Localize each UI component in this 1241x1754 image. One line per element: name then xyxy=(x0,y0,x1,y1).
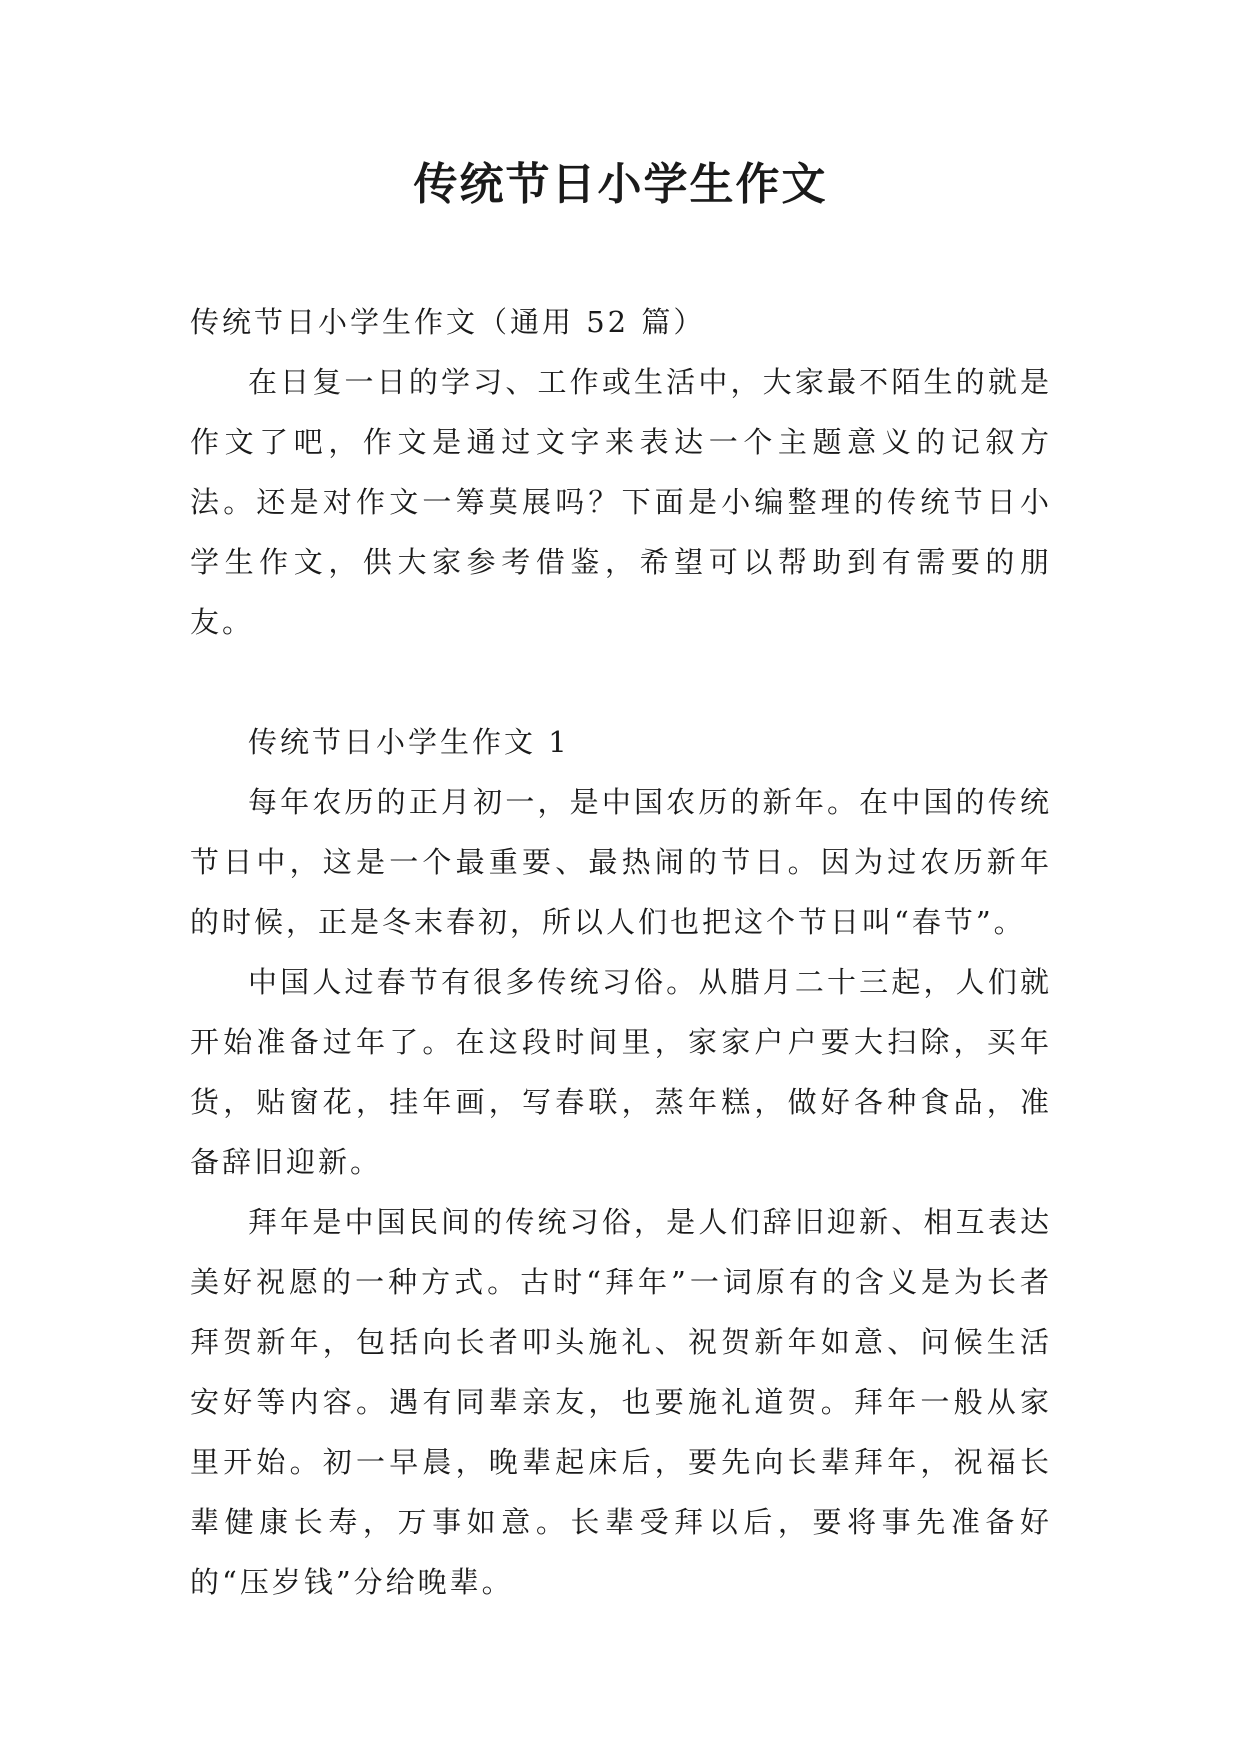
body-paragraph: 中国人过春节有很多传统习俗。从腊月二十三起，人们就开始准备过年了。在这段时间里，家家户户要大扫除，买年货，贴窗花，挂年画，写春联，蒸年糕，做好各种食品，准备辞旧迎新。 xyxy=(190,965,1052,1179)
document-subtitle: 传统节日小学生作文（通用 52 篇） xyxy=(190,305,706,339)
body-paragraph: 拜年是中国民间的传统习俗，是人们辞旧迎新、相互表达美好祝愿的一种方式。古时“拜年”一词原有的含义是为长者拜贺新年，包括向长者叩头施礼、祝贺新年如意、问候生活安好等内容。遇有同辈亲友，也要施礼道贺。拜年一般从家里开始。初一早晨，晚辈起床后，要先向长辈拜年，祝福长辈健康长寿，万事如意。长辈受拜以后，要将事先准备好的“压岁钱”分给晚辈。 xyxy=(190,1205,1052,1599)
document-title: 传统节日小学生作文 xyxy=(413,159,828,210)
intro-paragraph: 在日复一日的学习、工作或生活中，大家最不陌生的就是作文了吧，作文是通过文字来表达一个主题意义的记叙方法。还是对作文一筹莫展吗？下面是小编整理的传统节日小学生作文，供大家参考借鉴，希望可以帮助到有需要的朋友。 xyxy=(190,365,1052,639)
body-paragraph: 每年农历的正月初一，是中国农历的新年。在中国的传统节日中，这是一个最重要、最热闹的节日。因为过农历新年的时候，正是冬末春初，所以人们也把这个节日叫“春节”。 xyxy=(190,785,1052,939)
document-body xyxy=(190,292,1052,1612)
section-heading: 传统节日小学生作文 1 xyxy=(248,725,570,759)
